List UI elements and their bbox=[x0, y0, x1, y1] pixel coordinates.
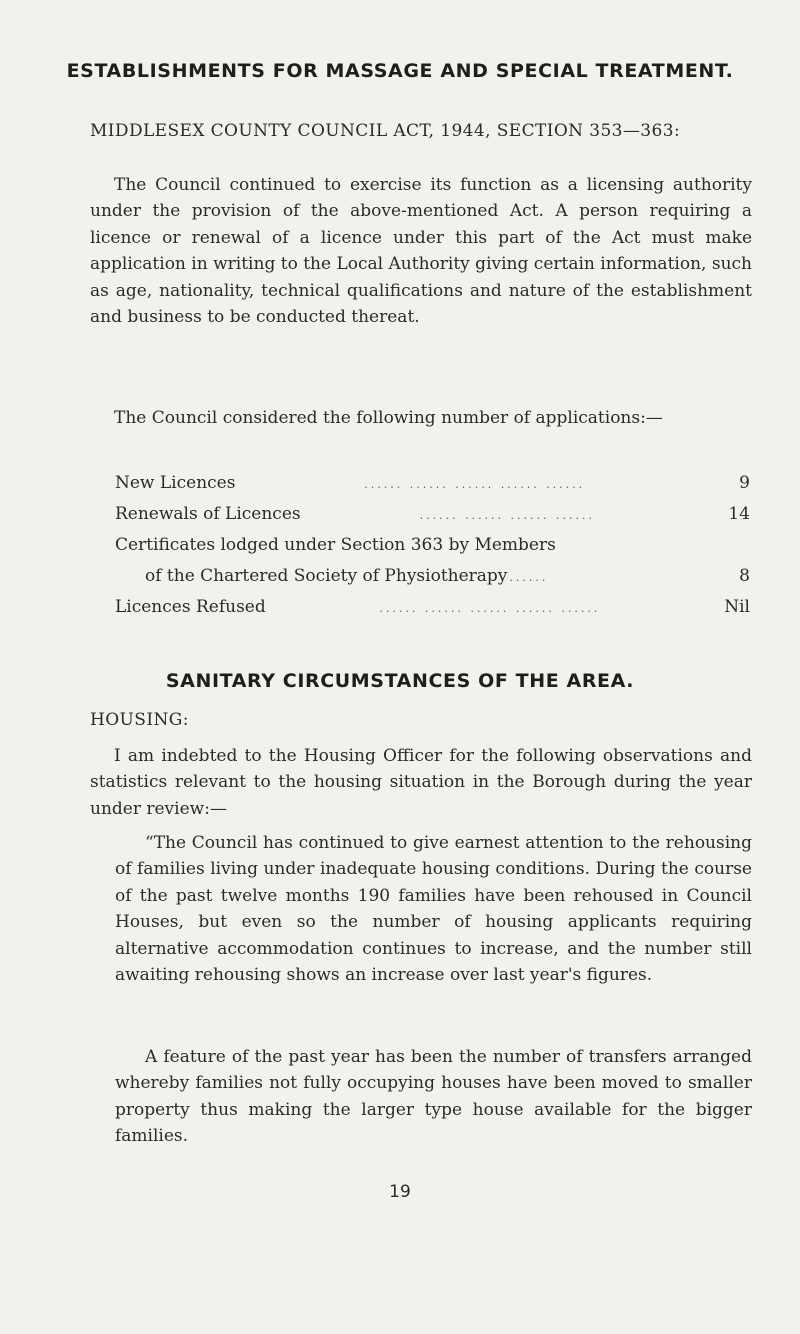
list-item bbox=[115, 532, 750, 594]
section-heading-sanitary: SANITARY CIRCUMSTANCES OF THE AREA. bbox=[165, 670, 635, 692]
item-label: Certificates lodged under Section 363 by Members bbox=[115, 535, 556, 555]
applications-list bbox=[115, 470, 750, 625]
item-value: Nil bbox=[724, 597, 750, 617]
item-label: Renewals of Licences bbox=[115, 504, 301, 524]
paragraph-housing-intro: I am indebted to the Housing Officer for the following observations and statistics relevant to the housing situation in the Borough during the year under review:— bbox=[90, 746, 752, 819]
quote-paragraph-transfers: A feature of the past year has been the number of transfers arranged whereby families not fully occupying houses have been moved to smaller property thus making the larger type house available for the bigger families. bbox=[115, 1047, 752, 1147]
item-value: 14 bbox=[728, 504, 750, 524]
item-label: Licences Refused bbox=[115, 597, 266, 617]
housing-title: HOUSING: bbox=[90, 710, 189, 730]
quote-paragraph-rehousing: “The Council has continued to give earnest attention to the rehousing of families living under inadequate housing conditions. During the course of the past twelve months 190 families have been rehoused in Council Houses, but even so the number of housing applicants requiring alternative accommodation continues to increase, and the number still awaiting rehousing shows an increase over last year's figures. bbox=[115, 833, 752, 986]
paragraph-licensing: The Council continued to exercise its function as a licensing authority under the provision of the above-mentioned Act. A person requiring a licence or renewal of a licence under this part of the Act must make application in writing to the Local Authority giving certain information, such as age, nationality, technical qualifications and nature of the establishment and business to be conducted thereat. bbox=[90, 175, 752, 328]
leader-dots: ...... ...... ...... ...... bbox=[419, 509, 596, 522]
leader-dots: ...... ...... ...... ...... ...... bbox=[364, 478, 586, 491]
list-item bbox=[115, 501, 750, 532]
item-value: 9 bbox=[739, 473, 750, 493]
act-title: MIDDLESEX COUNTY COUNCIL ACT, 1944, SECTION 353—363: bbox=[90, 121, 681, 141]
section-heading-massage: ESTABLISHMENTS FOR MASSAGE AND SPECIAL TREATMENT. bbox=[66, 60, 734, 82]
item-label-continued: of the Chartered Society of Physiotherapy bbox=[145, 566, 508, 586]
list-item bbox=[115, 594, 750, 625]
paragraph-applications-intro: The Council considered the following number of applications:— bbox=[114, 408, 663, 428]
leader-dots: ...... bbox=[509, 571, 549, 584]
leader-dots: ...... ...... ...... ...... ...... bbox=[379, 602, 601, 615]
item-label: New Licences bbox=[115, 473, 236, 493]
page-number: 19 bbox=[389, 1182, 411, 1202]
list-item bbox=[115, 470, 750, 501]
item-value: 8 bbox=[739, 566, 750, 586]
